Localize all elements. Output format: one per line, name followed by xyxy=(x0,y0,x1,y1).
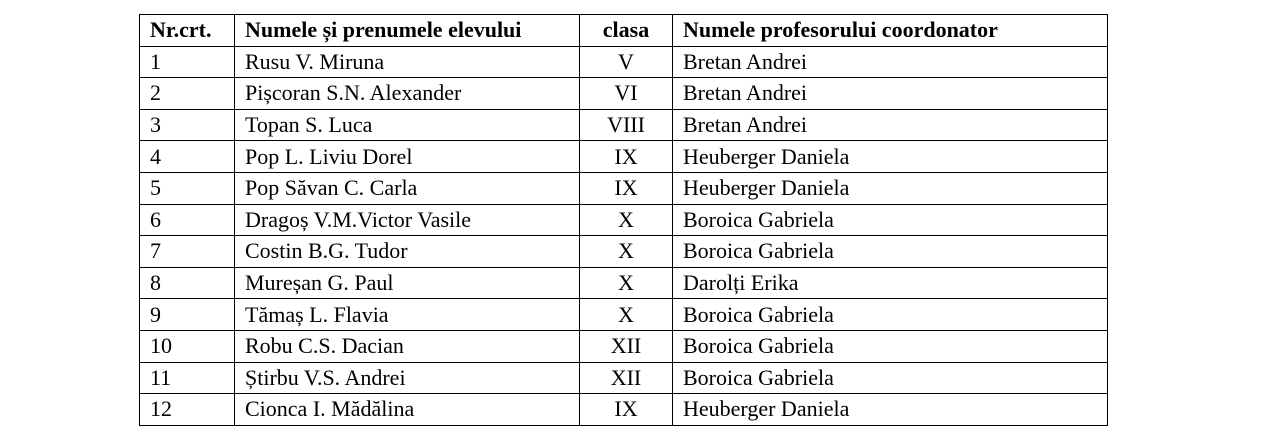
table-row xyxy=(140,362,1108,394)
cell-nr: 10 xyxy=(140,330,235,362)
cell-teacher: Darolți Erika xyxy=(673,267,1108,299)
cell-class: IX xyxy=(580,141,673,173)
cell-student-name: Pișcoran S.N. Alexander xyxy=(235,78,580,110)
students-table xyxy=(139,14,1108,426)
cell-class: VI xyxy=(580,78,673,110)
cell-nr: 4 xyxy=(140,141,235,173)
cell-student-name: Pop L. Liviu Dorel xyxy=(235,141,580,173)
cell-class: X xyxy=(580,204,673,236)
table-row xyxy=(140,78,1108,110)
cell-nr: 11 xyxy=(140,362,235,394)
cell-teacher: Bretan Andrei xyxy=(673,46,1108,78)
cell-teacher: Heuberger Daniela xyxy=(673,394,1108,426)
cell-class: X xyxy=(580,299,673,331)
table-row xyxy=(140,267,1108,299)
header-student-name: Numele și prenumele elevului xyxy=(235,15,580,47)
cell-class: X xyxy=(580,236,673,268)
header-teacher: Numele profesorului coordonator xyxy=(673,15,1108,47)
header-nr: Nr.crt. xyxy=(140,15,235,47)
cell-student-name: Mureșan G. Paul xyxy=(235,267,580,299)
cell-teacher: Boroica Gabriela xyxy=(673,299,1108,331)
cell-nr: 1 xyxy=(140,46,235,78)
cell-class: IX xyxy=(580,172,673,204)
cell-nr: 9 xyxy=(140,299,235,331)
header-class: clasa xyxy=(580,15,673,47)
cell-nr: 12 xyxy=(140,394,235,426)
cell-class: VIII xyxy=(580,109,673,141)
table-row xyxy=(140,299,1108,331)
cell-class: V xyxy=(580,46,673,78)
table-row xyxy=(140,172,1108,204)
cell-student-name: Rusu V. Miruna xyxy=(235,46,580,78)
table-row xyxy=(140,204,1108,236)
cell-nr: 7 xyxy=(140,236,235,268)
table-row xyxy=(140,46,1108,78)
cell-teacher: Boroica Gabriela xyxy=(673,330,1108,362)
cell-student-name: Știrbu V.S. Andrei xyxy=(235,362,580,394)
cell-class: XII xyxy=(580,362,673,394)
cell-teacher: Boroica Gabriela xyxy=(673,362,1108,394)
cell-class: X xyxy=(580,267,673,299)
cell-nr: 5 xyxy=(140,172,235,204)
cell-teacher: Boroica Gabriela xyxy=(673,204,1108,236)
cell-student-name: Costin B.G. Tudor xyxy=(235,236,580,268)
cell-student-name: Tămaș L. Flavia xyxy=(235,299,580,331)
table-row xyxy=(140,394,1108,426)
cell-nr: 2 xyxy=(140,78,235,110)
table-body xyxy=(140,46,1108,425)
cell-class: IX xyxy=(580,394,673,426)
table-row xyxy=(140,141,1108,173)
table-row xyxy=(140,330,1108,362)
cell-teacher: Heuberger Daniela xyxy=(673,141,1108,173)
cell-student-name: Topan S. Luca xyxy=(235,109,580,141)
cell-student-name: Robu C.S. Dacian xyxy=(235,330,580,362)
cell-nr: 3 xyxy=(140,109,235,141)
cell-nr: 8 xyxy=(140,267,235,299)
cell-teacher: Bretan Andrei xyxy=(673,109,1108,141)
cell-class: XII xyxy=(580,330,673,362)
cell-student-name: Dragoș V.M.Victor Vasile xyxy=(235,204,580,236)
table-row xyxy=(140,109,1108,141)
cell-teacher: Boroica Gabriela xyxy=(673,236,1108,268)
cell-student-name: Pop Săvan C. Carla xyxy=(235,172,580,204)
cell-teacher: Bretan Andrei xyxy=(673,78,1108,110)
cell-nr: 6 xyxy=(140,204,235,236)
table-header-row xyxy=(140,15,1108,47)
table-row xyxy=(140,236,1108,268)
cell-student-name: Cionca I. Mădălina xyxy=(235,394,580,426)
cell-teacher: Heuberger Daniela xyxy=(673,172,1108,204)
